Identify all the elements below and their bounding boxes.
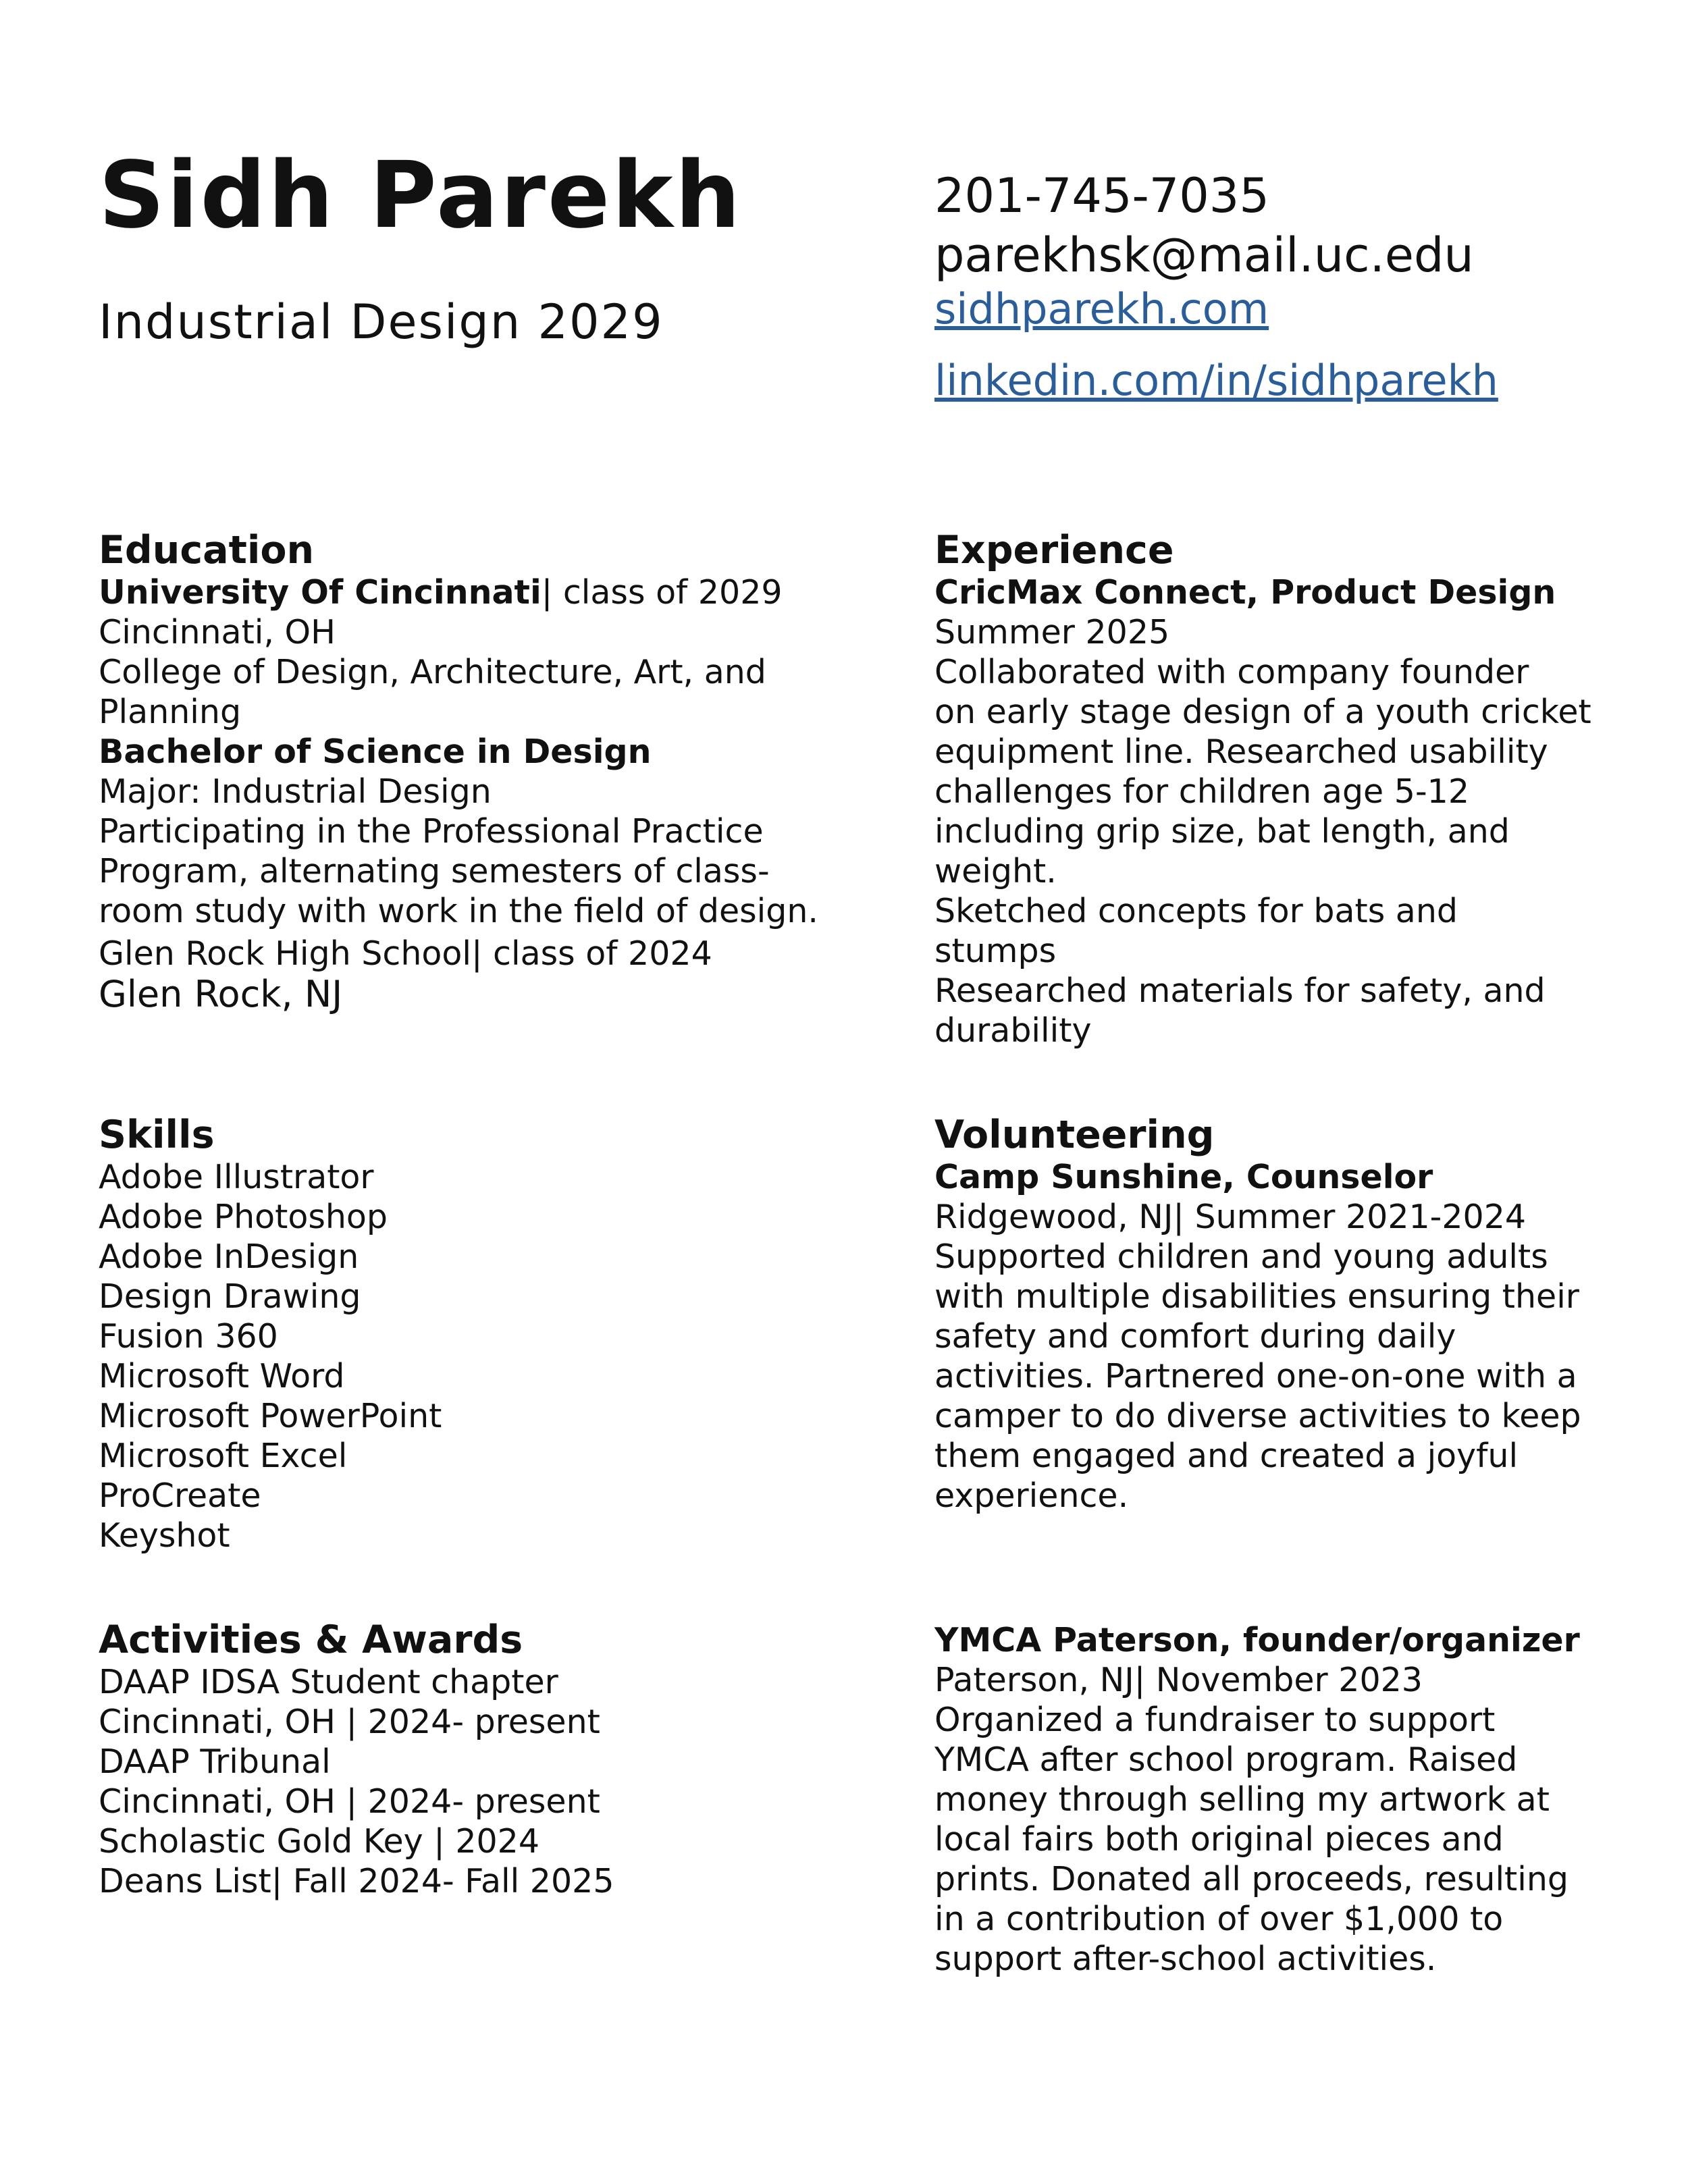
experience-role: CricMax Connect, Product Design	[934, 573, 1556, 612]
program-text: Participating in the Professional Practice	[99, 812, 764, 851]
experience-line: weight.	[934, 852, 1057, 890]
volunteer-line: safety and comfort during daily	[934, 1317, 1456, 1356]
skill-item: Design Drawing	[99, 1277, 361, 1316]
high-school-location: Glen Rock, NJ	[99, 973, 343, 1015]
skill-item: Microsoft Word	[99, 1357, 345, 1395]
experience-line: stumps	[934, 932, 1057, 970]
experience-line: challenges for children age 5-12	[934, 772, 1469, 811]
section-title: Activities & Awards	[99, 1618, 523, 1662]
university-class: | class of 2029	[541, 573, 783, 612]
ymca-line: prints. Donated all proceeds, resulting	[934, 1860, 1569, 1898]
college-text: College of Design, Architecture, Art, and	[99, 653, 766, 691]
volunteering-section	[934, 1113, 1610, 1516]
activity-item: Cincinnati, OH | 2024- present	[99, 1703, 600, 1741]
skill-item: Adobe Illustrator	[99, 1158, 374, 1196]
skill-item: Microsoft PowerPoint	[99, 1397, 442, 1435]
ymca-line: Organized a fundraiser to support	[934, 1701, 1496, 1739]
link-spacer	[934, 334, 1498, 356]
experience-line: Sketched concepts for bats and	[934, 892, 1458, 930]
university-name: University Of Cincinnati	[99, 573, 542, 612]
skill-item: ProCreate	[99, 1476, 261, 1515]
activity-item: DAAP IDSA Student chapter	[99, 1663, 558, 1701]
activity-item: Cincinnati, OH | 2024- present	[99, 1782, 600, 1821]
ymca-line: YMCA after school program. Raised	[934, 1740, 1518, 1779]
skill-item: Fusion 360	[99, 1317, 278, 1356]
major-text: Major: Industrial Design	[99, 772, 492, 811]
program-title: Industrial Design 2029	[99, 294, 664, 350]
section-title: Experience	[934, 528, 1174, 572]
experience-line: including grip size, bat length, and	[934, 812, 1510, 851]
college-text: Planning	[99, 693, 242, 731]
resume-name: Sidh Parekh	[99, 142, 743, 249]
skill-item: Microsoft Excel	[99, 1437, 348, 1475]
ymca-line: money through selling my artwork at	[934, 1780, 1550, 1819]
experience-section	[934, 528, 1610, 1050]
volunteer-role: Camp Sunshine, Counselor	[934, 1158, 1433, 1196]
volunteer-line: camper to do diverse activities to keep	[934, 1397, 1581, 1435]
location-text: Cincinnati, OH	[99, 613, 336, 651]
degree-text: Bachelor of Science in Design	[99, 733, 652, 771]
activity-item: DAAP Tribunal	[99, 1742, 331, 1781]
ymca-section	[934, 1620, 1610, 1979]
experience-line: on early stage design of a youth cricket	[934, 693, 1591, 731]
contact-info	[934, 166, 1498, 405]
experience-line: durability	[934, 1011, 1092, 1050]
skill-item: Adobe Photoshop	[99, 1198, 388, 1236]
experience-date: Summer 2025	[934, 613, 1170, 651]
section-title: Volunteering	[934, 1113, 1215, 1157]
ymca-date: Paterson, NJ| November 2023	[934, 1661, 1423, 1699]
ymca-line: support after-school activities.	[934, 1940, 1437, 1978]
website-link[interactable]: sidhparekh.com	[934, 284, 1269, 334]
university-line	[99, 572, 787, 612]
activity-item: Scholastic Gold Key | 2024	[99, 1822, 540, 1861]
section-title: Skills	[99, 1113, 215, 1157]
skill-item: Adobe InDesign	[99, 1237, 359, 1276]
volunteer-line: them engaged and created a joyful	[934, 1437, 1519, 1475]
experience-line: Researched materials for safety, and	[934, 971, 1546, 1010]
ymca-line: in a contribution of over $1,000 to	[934, 1900, 1504, 1938]
volunteer-line: with multiple disabilities ensuring their	[934, 1277, 1579, 1316]
linkedin-link[interactable]: linkedin.com/in/sidhparekh	[934, 356, 1498, 405]
experience-line: equipment line. Researched usability	[934, 733, 1548, 771]
education-section	[99, 528, 818, 1015]
skill-item: Keyshot	[99, 1516, 230, 1555]
skills-section	[99, 1113, 787, 1555]
phone-number: 201-745-7035	[934, 168, 1269, 223]
experience-line: Collaborated with company founder	[934, 653, 1529, 691]
program-text: Program, alternating semesters of class-	[99, 852, 770, 890]
volunteer-date: Ridgewood, NJ| Summer 2021-2024	[934, 1198, 1527, 1236]
ymca-line: local fairs both original pieces and	[934, 1820, 1504, 1859]
high-school-text: Glen Rock High School| class of 2024	[99, 934, 712, 973]
activities-section	[99, 1618, 787, 1901]
volunteer-line: experience.	[934, 1476, 1129, 1515]
volunteer-line: Supported children and young adults	[934, 1237, 1548, 1276]
activity-item: Deans List| Fall 2024- Fall 2025	[99, 1862, 614, 1900]
program-text: room study with work in the field of design.	[99, 892, 818, 930]
ymca-role: YMCA Paterson, founder/organizer	[934, 1621, 1580, 1659]
volunteer-line: activities. Partnered one-on-one with a	[934, 1357, 1577, 1395]
email-address: parekhsk@mail.uc.edu	[934, 228, 1474, 283]
section-title: Education	[99, 528, 315, 572]
